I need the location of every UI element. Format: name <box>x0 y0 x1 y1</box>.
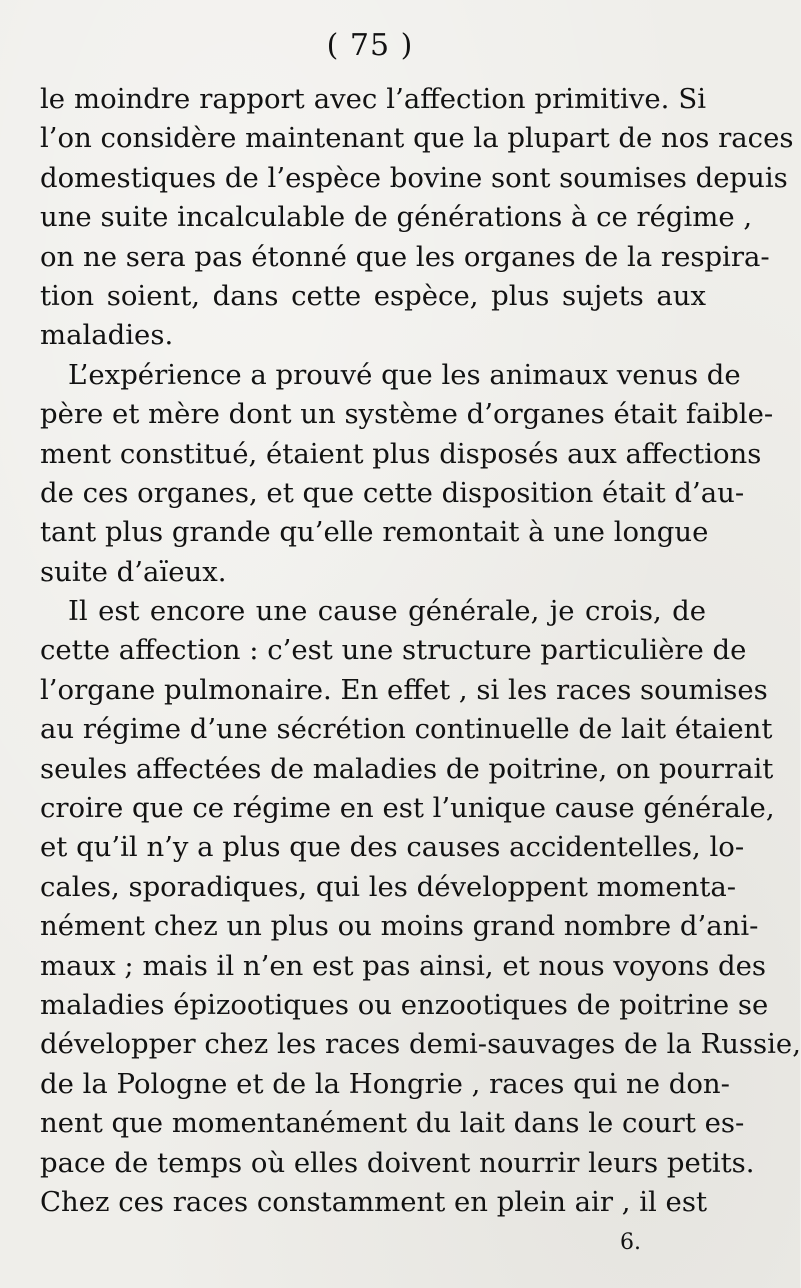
text-line: l’on considère maintenant que la plupart de nos races <box>40 122 794 155</box>
text-line: le moindre rapport avec l’affection primitive. Si <box>40 83 706 115</box>
text-line: maladies. <box>40 319 174 352</box>
text-line: au régime d’une sécrétion continuelle de lait étaient <box>40 713 773 746</box>
text-line: tion soient, dans cette espèce, plus sujets aux <box>40 279 706 312</box>
text-line: cales, sporadiques, qui les développent momenta- <box>40 870 737 903</box>
text-line: domestiques de l’espèce bovine sont soumises depuis <box>40 161 788 194</box>
text-line: nément chez un plus ou moins grand nombre d’ani- <box>40 910 759 943</box>
text-line: nent que momentanément du lait dans le court es- <box>40 1107 745 1140</box>
text-line: suite d’aïeux. <box>40 555 227 588</box>
text-line: Chez ces races constamment en plein air , il est <box>40 1185 707 1218</box>
text-line: cette affection : c’est une structure particulière de <box>40 634 747 667</box>
text-line: croire que ce régime en est l’unique cause générale, <box>40 792 775 825</box>
text-line: seules affectées de maladies de poitrine, on pourrait <box>40 752 774 785</box>
text-line: Il est encore une cause générale, je crois, de <box>68 595 706 628</box>
text-line: tant plus grande qu’elle remontait à une longue <box>40 516 709 549</box>
text-line: une suite incalculable de générations à ce régime , <box>40 201 753 234</box>
page-number: ( 75 ) <box>326 28 414 63</box>
text-line: maladies épizootiques ou enzootiques de poitrine se <box>40 988 769 1021</box>
text-line: de ces organes, et que cette disposition était d’au- <box>40 476 745 509</box>
text-line: maux ; mais il n’en est pas ainsi, et nous voyons des <box>40 949 767 982</box>
text-line: ment constitué, étaient plus disposés aux affections <box>40 437 762 470</box>
text-line: pace de temps où elles doivent nourrir leurs petits. <box>40 1146 755 1179</box>
text-line: on ne sera pas étonné que les organes de la respira- <box>40 240 770 273</box>
signature-mark: 6. <box>620 1230 641 1255</box>
text-line: L’expérience a prouvé que les animaux venus de <box>68 358 741 391</box>
body-text <box>40 80 801 1222</box>
text-line: l’organe pulmonaire. En effet , si les races soumises <box>40 673 768 706</box>
text-line: développer chez les races demi-sauvages de la Russie, <box>40 1028 801 1061</box>
text-line: et qu’il n’y a plus que des causes accidentelles, lo- <box>40 831 745 864</box>
text-line: de la Pologne et de la Hongrie , races qui ne don- <box>40 1067 730 1100</box>
text-line: père et mère dont un système d’organes était faible- <box>40 398 774 431</box>
